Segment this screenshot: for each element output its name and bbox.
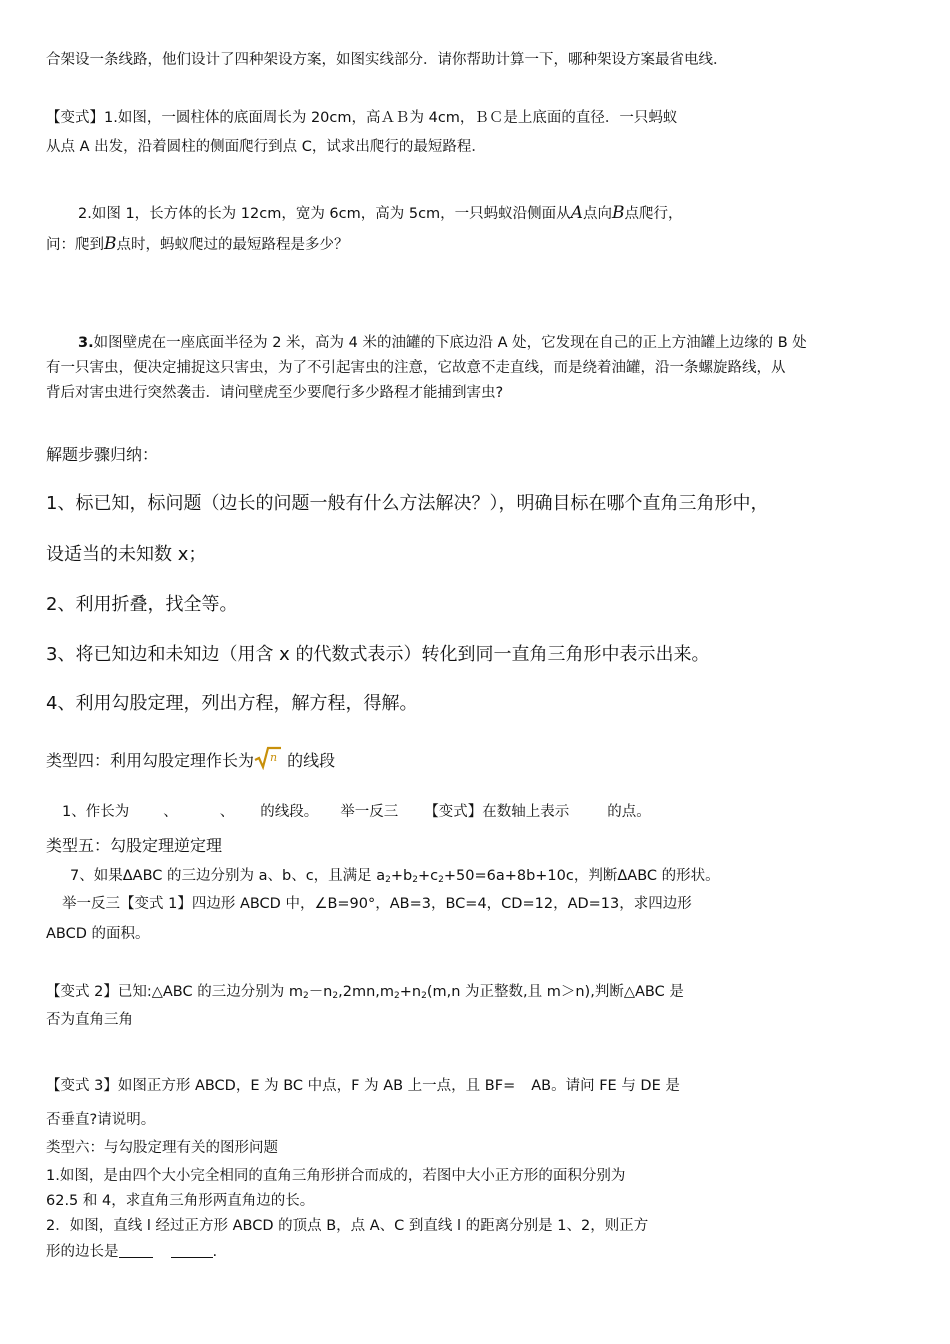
superscript: 2 <box>302 991 309 1001</box>
summary-step-2: 2、利用折叠，找全等。 <box>46 594 238 615</box>
t4-a: 1、作长为 <box>62 804 130 820</box>
t4-b: 、 <box>163 804 178 820</box>
v2-a: 【变式 2】已知:△ABC 的三边分别为 m <box>46 984 303 1000</box>
question-3-line-3: 背后对害虫进行突然袭击．请问壁虎至少要爬行多少路程才能捕到害虫? <box>46 385 504 401</box>
q2c-text: . <box>212 1244 218 1260</box>
question-7 <box>70 866 720 888</box>
q2-text-c: 点爬行， <box>624 206 683 222</box>
type-5-variant-3-line-2: 否垂直?请说明。 <box>46 1112 156 1128</box>
q2-text-b: 点向 <box>582 206 612 222</box>
q7-d: +50=6a+8b+10c，判断ΔABC 的形状。 <box>443 868 720 884</box>
q2b-text: 形的边长是 <box>46 1244 119 1260</box>
v3-b: AB。请问 FE 与 DE 是 <box>531 1078 680 1094</box>
superscript: 2 <box>394 991 400 1001</box>
q2-text-e: 点时，蚂蚁爬过的最短路程是多少？ <box>116 237 349 253</box>
point-b: B <box>611 203 625 223</box>
superscript: 2 <box>438 875 444 885</box>
summary-step-3: 3、将已知边和未知边（用含 x 的代数式表示）转化到同一直角三角形中表示出来。 <box>46 644 710 665</box>
q3-text-1: 如图壁虎在一座底面半径为 2 米，高为 4 米的油罐的下底边沿 A 处，它发现在自己的正上方油罐上边缘的 B 处 <box>93 335 807 351</box>
question-2-line-1 <box>78 203 682 224</box>
sqrt-n-icon <box>254 746 282 770</box>
type-5-variant-2-line-1 <box>46 982 684 1004</box>
t4-g: 的点。 <box>607 804 651 820</box>
sqrt-label: n <box>270 751 278 764</box>
type-4-item-1 <box>62 802 651 822</box>
v2-e: (m,n 为正整数,且 m＞n),判断△ABC 是 <box>426 984 684 1000</box>
summary-step-1b: 设适当的未知数 x； <box>46 544 207 565</box>
type-6-q1-line-1: 1.如图，是由四个大小完全相同的直角三角形拼合而成的，若图中大小正方形的面积分别为 <box>46 1168 626 1184</box>
type-6-q2-line-2 <box>46 1242 217 1262</box>
v2-d: +n <box>399 984 422 1000</box>
type-5-variant-3-line-1 <box>46 1076 680 1096</box>
answer-blank[interactable] <box>119 1243 153 1258</box>
superscript: 2 <box>412 875 418 885</box>
type-4-heading <box>46 746 335 772</box>
variant-1-line-1 <box>46 108 677 128</box>
v2-b: －n <box>308 984 333 1000</box>
variant-tag: 【变式】 <box>46 110 104 126</box>
summary-title: 解题步骤归纳： <box>46 445 159 464</box>
type-4-heading-a: 类型四：利用勾股定理作长为 <box>46 751 255 770</box>
q7-b: +b <box>390 868 413 884</box>
variant-1-text: 1.如图，一圆柱体的底面周长为 20cm，高ＡＢ为 4cm，ＢＣ是上底面的直径．一只蚂蚁 <box>104 110 678 126</box>
paragraph-line: 合架设一条线路，他们设计了四种架设方案，如图实线部分．请你帮助计算一下，哪种架设方案最省电线． <box>46 52 728 68</box>
type-5-variant-1-line-2: ABCD 的面积。 <box>46 926 150 942</box>
q7-c: +c <box>417 868 439 884</box>
variant-1-line-2: 从点 A 出发，沿着圆柱的侧面爬行到点 C，试求出爬行的最短路程． <box>46 139 486 155</box>
q2-text-a: 2.如图 1，长方体的长为 12cm，宽为 6cm，高为 5cm，一只蚂蚁沿侧面从 <box>78 206 571 222</box>
point-b: B <box>104 234 117 254</box>
summary-step-1a: 1、标已知，标问题（边长的问题一般有什么方法解决？），明确目标在哪个直角三角形中， <box>46 493 769 514</box>
type-6-heading: 类型六：与勾股定理有关的图形问题 <box>46 1140 278 1156</box>
q2-text-d: 问：爬到 <box>46 237 104 253</box>
question-3-line-1 <box>78 333 807 353</box>
t4-e: 举一反三 <box>340 804 399 820</box>
t4-d: 的线段。 <box>260 804 319 820</box>
question-2-line-2 <box>46 234 349 255</box>
v3-a: 【变式 3】如图正方形 ABCD，E 为 BC 中点，F 为 AB 上一点，且 BF= <box>46 1078 516 1094</box>
type-4-heading-b: 的线段 <box>287 751 336 770</box>
point-a: A <box>570 203 583 223</box>
type-5-heading: 类型五：勾股定理逆定理 <box>46 836 223 855</box>
superscript: 2 <box>332 991 339 1001</box>
v2-c: ,2mn,m <box>338 984 395 1000</box>
t4-c: 、 <box>219 804 235 820</box>
type-6-q2-line-1: 2．如图，直线 l 经过正方形 ABCD 的顶点 B，点 A、C 到直线 l 的距离分别是 1、2，则正方 <box>46 1218 649 1234</box>
type-5-variant-1-line-1: 举一反三【变式 1】四边形 ABCD 中，∠B=90°，AB=3，BC=4，CD=12，AD=13，求四边形 <box>62 896 692 912</box>
type-6-q1-line-2: 62.5 和 4，求直角三角形两直角边的长。 <box>46 1193 315 1209</box>
t4-f: 【变式】在数轴上表示 <box>424 804 570 820</box>
superscript: 2 <box>385 875 391 885</box>
q7-a: 7、如果ΔABC 的三边分别为 a、b、c，且满足 a <box>70 868 386 884</box>
type-5-variant-2-line-2: 否为直角三角 <box>46 1012 133 1028</box>
question-3-line-2: 有一只害虫，便决定捕捉这只害虫，为了不引起害虫的注意，它故意不走直线，而是绕着油罐，沿一条螺旋路线，从 <box>46 360 786 376</box>
superscript: 2 <box>421 991 427 1001</box>
summary-step-4: 4、利用勾股定理，列出方程，解方程，得解。 <box>46 693 418 714</box>
answer-blank[interactable] <box>171 1243 213 1258</box>
q3-number: 3. <box>78 335 94 351</box>
